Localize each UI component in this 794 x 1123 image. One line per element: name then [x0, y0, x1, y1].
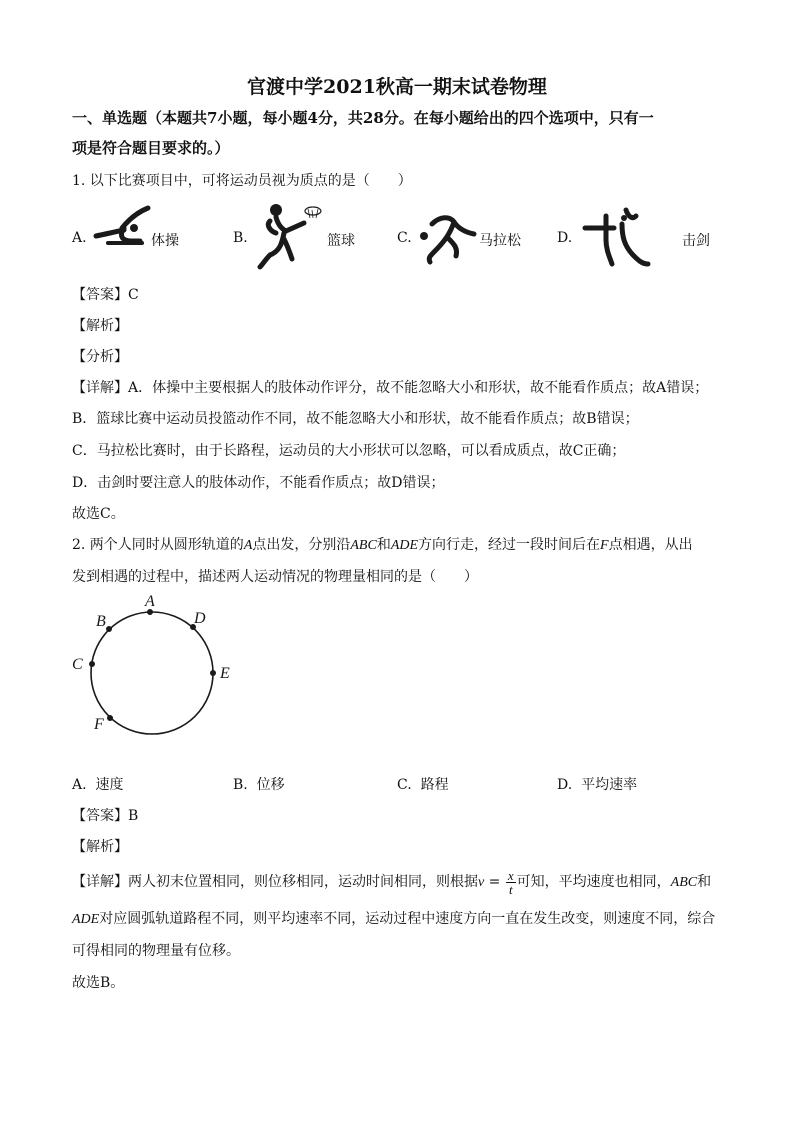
q1-option-b-label: 篮球 [327, 233, 355, 249]
q1-option-b-letter: B. [233, 230, 248, 246]
q1-conclusion: 故选C。 [72, 506, 125, 522]
q2-option-b: B. 位移 [233, 777, 285, 793]
q2-option-a: A. 速度 [72, 777, 124, 793]
point-d-label: D [194, 610, 206, 627]
q1-option-a-letter: A. [72, 230, 87, 246]
q1-option-d-letter: D. [557, 230, 573, 246]
q2-detail-line-3: 可得相同的物理量有位移。 [72, 943, 240, 959]
q2-conclusion: 故选B。 [72, 975, 125, 991]
q2-option-c: C. 路程 [397, 777, 449, 793]
point-a-label: A [145, 593, 155, 610]
velocity-fraction: $\frac{x}{t}$ [507, 867, 514, 897]
point-c-label: C [72, 656, 83, 673]
q1-option-c-letter: C. [397, 230, 412, 246]
point-e-label: E [220, 665, 230, 682]
point-b-dot [106, 626, 112, 632]
q1-detail-line-1: 【详解】A．体操中主要根据人的肢体动作评分，故不能忽略大小和形状，故不能看作质点；故A错误； [72, 380, 709, 396]
q1-option-d-label: 击剑 [682, 233, 710, 249]
circular-track-diagram [60, 588, 250, 748]
gymnastics-pictogram-icon [94, 206, 154, 246]
q1-answer: 【答案】C [72, 287, 139, 303]
q1-fenxi-tag: 【分析】 [72, 349, 128, 365]
point-f-dot [107, 715, 113, 721]
q2-detail-line-2: ADE对应圆弧轨道路程不同，则平均速率不同，运动过程中速度方向一直在发生改变，则速度不同，综合 [72, 911, 716, 927]
q2-answer: 【答案】B [72, 808, 139, 824]
fencing-pictogram-icon [582, 206, 652, 268]
q1-detail-line-4: D．击剑时要注意人的肢体动作，不能看作质点；故D错误； [72, 475, 445, 491]
q2-detail-line-1: 【详解】两人初末位置相同，则位移相同，运动时间相同，则根据v = $\frac{x}{t}$ 可知，平均速度也相同，ABC和 [72, 867, 712, 897]
q1-option-a-label: 体操 [151, 233, 179, 249]
basketball-pictogram-icon [256, 203, 331, 271]
q2-stem-line1: 2. 两个人同时从圆形轨道的A点出发，分别沿ABC和ADE方向行走，经过一段时间后在F点相遇，从出 [72, 537, 693, 553]
q2-option-d: D. 平均速率 [557, 777, 638, 793]
point-f-label: F [94, 716, 104, 733]
section-heading-line1: 一、单选题（本题共7小题，每小题4分，共28分。在每小题给出的四个选项中，只有一 [72, 109, 654, 127]
q1-detail-line-3: C．马拉松比赛时，由于长路程，运动员的大小形状可以忽略，可以看成质点，故C正确； [72, 443, 626, 459]
q1-detail-line-2: B．篮球比赛中运动员投篮动作不同，故不能忽略大小和形状，故不能看作质点；故B错误； [72, 411, 639, 427]
point-e-dot [210, 670, 216, 676]
q1-option-c-label: 马拉松 [479, 233, 521, 249]
q1-analysis-tag: 【解析】 [72, 318, 128, 334]
marathon-pictogram-icon [418, 212, 480, 264]
page-title: 官渡中学2021秋高一期末试卷物理 [247, 76, 547, 98]
point-b-label: B [96, 613, 106, 630]
point-c-dot [89, 661, 95, 667]
q2-stem-line2: 发到相遇的过程中，描述两人运动情况的物理量相同的是（ ） [72, 569, 478, 585]
q1-stem: 1. 以下比赛项目中，可将运动员视为质点的是（ ） [72, 173, 412, 189]
q2-analysis-tag: 【解析】 [72, 839, 128, 855]
section-heading-line2: 项是符合题目要求的。） [72, 139, 230, 157]
